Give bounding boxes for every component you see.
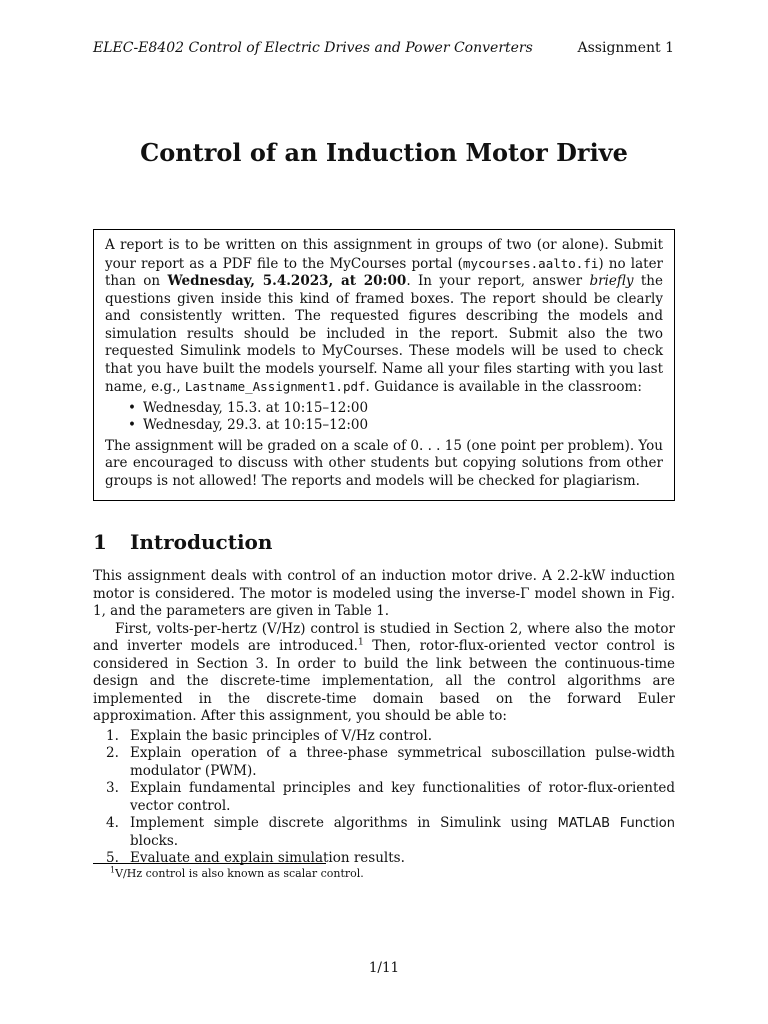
footnote-rule: [93, 863, 326, 864]
footnote-mark: 1: [110, 865, 116, 875]
course-name: ELEC-E8402 Control of Electric Drives and Power Converters: [93, 40, 533, 56]
outcome-text: Evaluate and explain simulation results.: [130, 850, 405, 866]
outcome-number: 5.: [106, 850, 119, 866]
grading-paragraph: The assignment will be graded on a scale of 0. . . 15 (one point per problem). You are encouraged to discuss with other students but copying solutions from other groups is not allowed! The reports and models will be checked for plagiarism.: [105, 437, 663, 489]
page-number: 1/11: [368, 960, 400, 976]
intro-text: Then, rotor-flux-oriented vector control is considered in Section 3. In order to build the link between the continuous-time design and the discrete-time implementation, all the control algorithms are implemented in the discrete-time domain based on the forward Euler approximation. After this assignment, you should be able to:: [93, 638, 675, 724]
guidance-session: • Wednesday, 29.3. at 10:15–12:00: [143, 417, 663, 435]
guidance-sessions: [105, 400, 663, 435]
instructions-text: ) no later than on: [105, 255, 664, 289]
outcome-item: [106, 815, 675, 850]
instructions-text: A report is to be written on this assignment in groups of two (or alone). Submit your report as a PDF file to the MyCourses portal (: [105, 237, 663, 272]
matlab-function-term: MATLAB Function: [557, 816, 675, 831]
outcome-number: 4.: [106, 815, 119, 831]
outcome-number: 3.: [106, 780, 119, 796]
guidance-session: • Wednesday, 15.3. at 10:15–12:00: [143, 400, 663, 418]
instructions-box: [93, 229, 675, 501]
intro-paragraph-2: [93, 621, 675, 726]
outcome-number: 2.: [106, 745, 119, 761]
footnote-text: V/Hz control is also known as scalar control.: [115, 867, 364, 880]
instructions-paragraph: [105, 237, 663, 397]
section-heading: [93, 530, 272, 554]
outcome-item: [106, 745, 675, 780]
assignment-label: Assignment 1: [577, 40, 674, 56]
instructions-text: . In your report, answer: [406, 273, 590, 289]
outcome-text: Explain operation of a three-phase symmetrical suboscillation pulse-width modulator (PWM).: [130, 745, 675, 779]
footnote-marker: 1: [357, 637, 364, 648]
outcome-item: [106, 780, 675, 815]
outcome-text: Implement simple discrete algorithms in Simulink using: [130, 815, 558, 831]
instructions-text: . Guidance is available in the classroom:: [365, 379, 642, 395]
introduction-body: [93, 568, 675, 868]
emphasis-briefly: briefly: [589, 273, 634, 289]
outcome-item: [106, 850, 675, 868]
document-title: Control of an Induction Motor Drive: [140, 138, 628, 167]
outcome-text: Explain fundamental principles and key functionalities of rotor-flux-oriented vector control.: [130, 780, 675, 814]
learning-outcomes: [93, 728, 675, 868]
section-number: 1: [93, 530, 107, 554]
deadline: Wednesday, 5.4.2023, at 20:00: [167, 273, 407, 289]
example-filename: Lastname_Assignment1.pdf: [184, 379, 366, 394]
outcome-item: [106, 727, 675, 746]
outcome-number: 1.: [106, 727, 119, 744]
outcome-text: blocks.: [130, 832, 179, 849]
running-header: [93, 40, 674, 56]
intro-paragraph-1: This assignment deals with control of an induction motor drive. A 2.2-kW induction motor is considered. The motor is modeled using the inverse-Γ model shown in Fig. 1, and the parameters are given in Table 1.: [93, 568, 675, 619]
footnote: [110, 867, 364, 880]
instructions-text: the questions given inside this kind of framed boxes. The report should be clearly and consistently written. The requested figures describing the models and simulation results should be included in the report. Submit also the two requested Simulink models to MyCourses. These models will be used to check that you have built the models yourself. Name all your files starting with you last name, e.g.,: [105, 273, 663, 395]
outcome-text: Explain the basic principles of V/Hz control.: [130, 727, 433, 744]
portal-url: mycourses.aalto.fi: [462, 255, 599, 271]
intro-text: First, volts-per-hertz (V/Hz) control is studied in Section 2, where also the motor and inverter models are introduced.: [93, 620, 675, 654]
section-title: Introduction: [130, 530, 273, 554]
